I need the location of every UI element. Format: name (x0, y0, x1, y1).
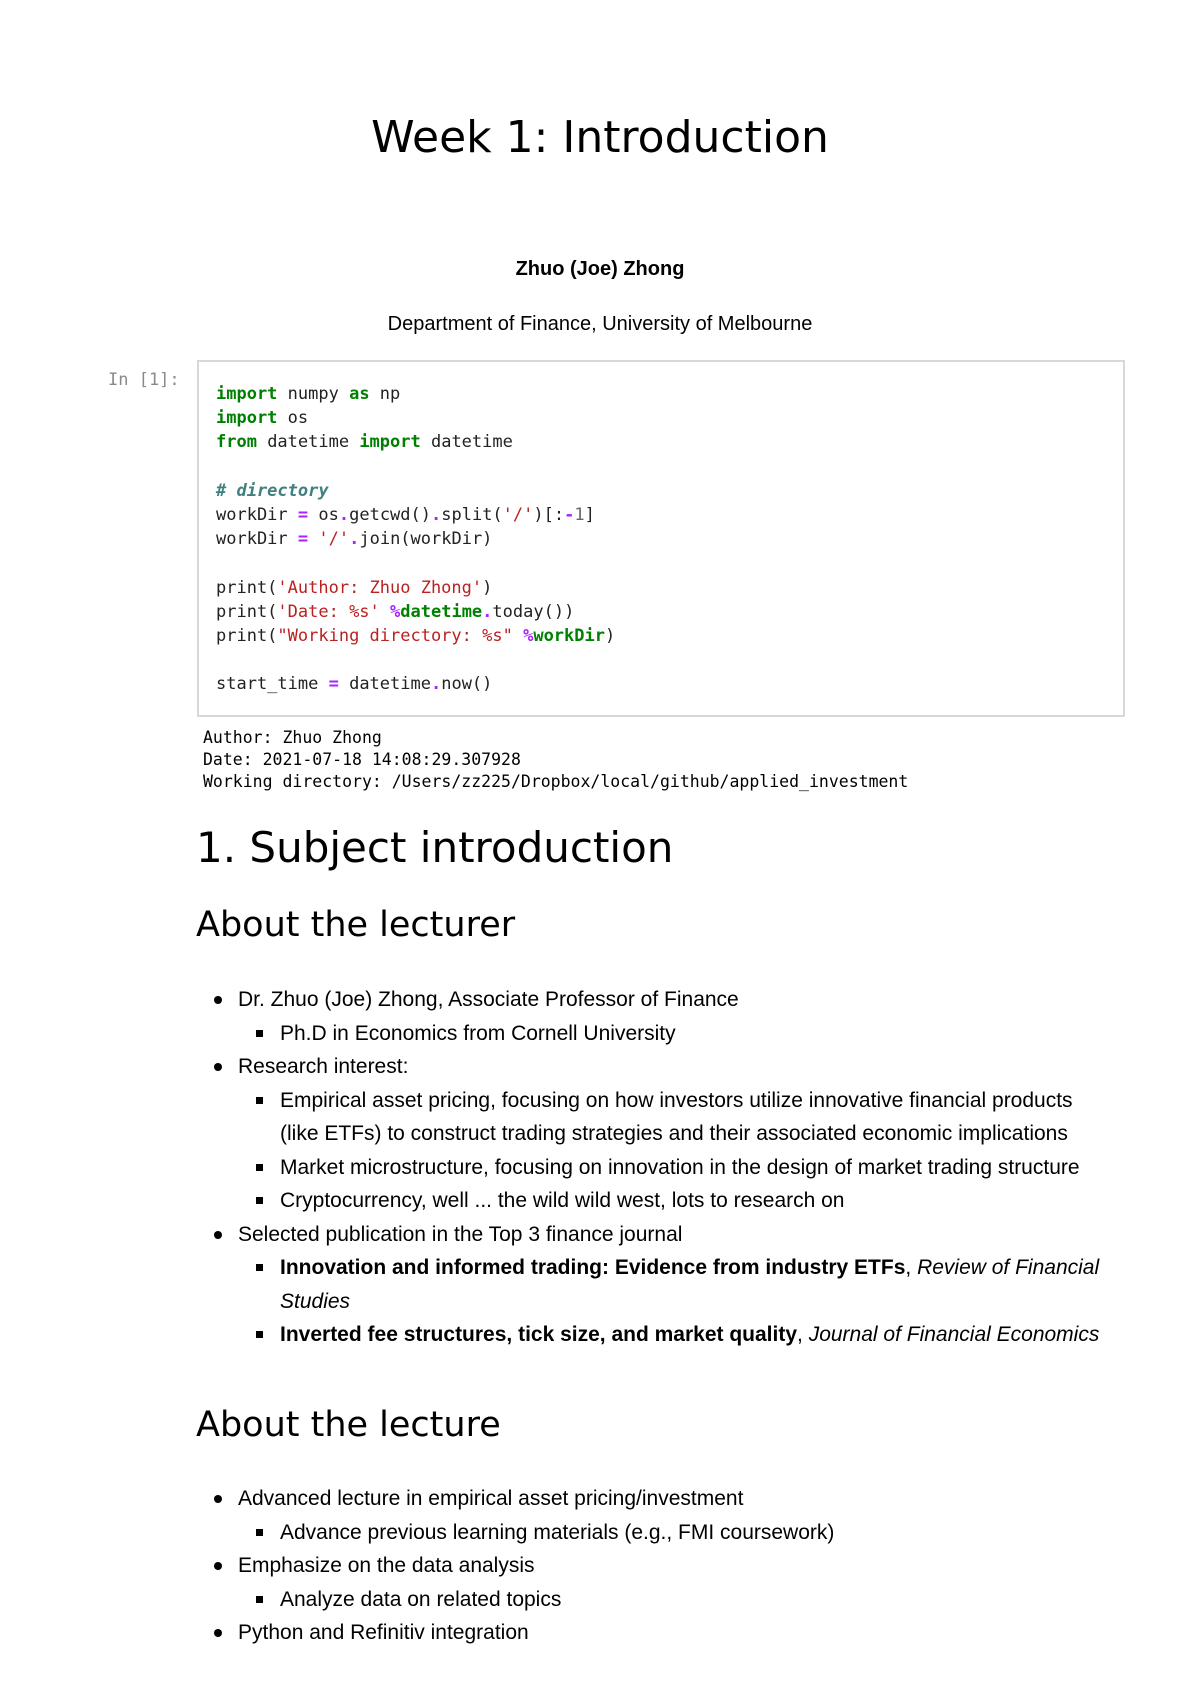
list-item (238, 1151, 1116, 1185)
lecture-item: Analyze data on related topics (280, 1587, 562, 1611)
code-line: print('Date: %s' %datetime.today()) (216, 601, 575, 622)
lecturer-name: Dr. Zhuo (Joe) Zhong, Associate Professor of Finance (238, 988, 739, 1011)
publications-label: Selected publication in the Top 3 finance journal (238, 1222, 683, 1246)
output-line: Date: 2021-07-18 14:08:29.307928 (203, 750, 521, 769)
subsection-heading-lecture: About the lecture (196, 1405, 501, 1445)
section-heading: 1. Subject introduction (196, 823, 674, 872)
research-item: Empirical asset pricing, focusing on how investors utilize innovative financial products (like ETFs) to construct trading strategies and their associated economic implications (280, 1088, 1073, 1145)
list-item (238, 1017, 1116, 1051)
lecture-item: Advance previous learning materials (e.g., FMI coursework) (280, 1520, 835, 1544)
publication-title: Innovation and informed trading: Evidence from industry ETFs (280, 1256, 906, 1279)
code-line: import os (216, 408, 309, 429)
code-line: print('Author: Zhuo Zhong') (216, 577, 493, 598)
code-line: workDir = '/'.join(workDir) (216, 529, 493, 550)
research-label: Research interest: (238, 1055, 409, 1078)
list-item (238, 1516, 1116, 1550)
output-line: Working directory: /Users/zz225/Dropbox/local/github/applied_investment (203, 772, 909, 791)
code-cell[interactable] (197, 360, 1125, 717)
code-line: from datetime import datetime (216, 432, 513, 453)
publication-journal: Review of Financial Studies (280, 1256, 1100, 1313)
code-line: workDir = os.getcwd().split('/')[:-1] (216, 505, 595, 526)
lecturer-degree: Ph.D in Economics from Cornell University (280, 1021, 676, 1045)
lecture-list (196, 1482, 1116, 1650)
publication-journal: Journal of Financial Economics (808, 1323, 1100, 1346)
code-line: start_time = datetime.now() (216, 674, 493, 695)
code-editor[interactable] (216, 382, 615, 697)
list-item (196, 1050, 1116, 1218)
author-affiliation: Department of Finance, University of Melbourne (387, 313, 813, 335)
research-item: Cryptocurrency, well ... the wild wild west, lots to research on (280, 1189, 845, 1212)
list-item (196, 983, 1116, 1050)
notebook-title: Week 1: Introduction (371, 112, 829, 163)
list-item (196, 1218, 1116, 1352)
code-line: import numpy as np (216, 384, 401, 404)
list-item (238, 1184, 1116, 1218)
list-item (238, 1583, 1116, 1617)
list-item: Inverted fee structures, tick size, and market quality, Journal of Financial Economics (238, 1318, 1116, 1352)
code-comment: # directory (216, 480, 329, 501)
subsection-heading-lecturer: About the lecturer (196, 905, 516, 945)
research-item: Market microstructure, focusing on innovation in the design of market trading structure (280, 1155, 1080, 1179)
list-item (196, 1549, 1116, 1616)
lecturer-list (196, 983, 1116, 1352)
lecture-item: Emphasize on the data analysis (238, 1554, 535, 1577)
list-item: Innovation and informed trading: Evidence from industry ETFs, Review of Financial Studies (238, 1251, 1116, 1318)
list-item (196, 1482, 1116, 1549)
list-item (238, 1084, 1116, 1151)
lecture-item: Advanced lecture in empirical asset pricing/investment (238, 1487, 744, 1510)
list-item (196, 1616, 1116, 1650)
author-name: Zhuo (Joe) Zhong (515, 258, 685, 280)
lecture-item: Python and Refinitiv integration (238, 1621, 529, 1644)
publication-title: Inverted fee structures, tick size, and market quality (280, 1323, 798, 1346)
code-line: print("Working directory: %s" %workDir) (216, 626, 616, 647)
output-line: Author: Zhuo Zhong (203, 728, 382, 747)
cell-output (203, 727, 908, 793)
cell-prompt: In [1]: (108, 370, 180, 390)
